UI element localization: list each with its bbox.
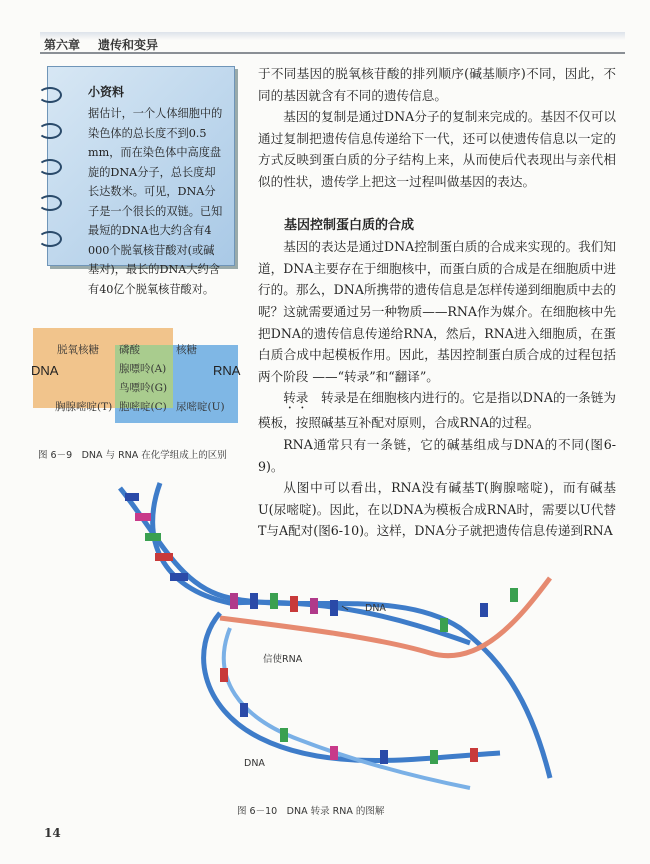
paragraph: 基因的表达是通过DNA控制蛋白质的合成来实现的。我们知道，DNA主要存在于细胞核中，而蛋白质的合成是在细胞质中进行的。那么，DNA所携带的遗传信息是怎样传递到细胞质中去的呢？这就需要通过另一种物质——RNA作为媒介。在细胞核中先把DNA的遗传信息传递给RNA，然后，RNA进入细胞质，在蛋白质合成中起模板作用。因此，基因控制蛋白质合成的过程包括两个阶段 ——“转录”和“翻译”。 — [258, 239, 616, 384]
label-dna-bottom: DNA — [244, 758, 265, 769]
label-dna: DNA — [31, 363, 59, 378]
spiral-ring-icon — [38, 159, 62, 175]
figure-6-9-caption: 图 6－9 DNA 与 RNA 在化学组成上的区别 — [38, 450, 227, 461]
label-uracil: 尿嘧啶(U) — [176, 401, 225, 413]
spiral-ring-icon — [38, 231, 62, 247]
info-note-box — [47, 66, 235, 296]
figure-6-9-venn — [31, 328, 241, 416]
label-dna-top: DNA — [365, 603, 386, 614]
term-transcription: 转录 — [283, 390, 309, 406]
label-cytosine: 胞嘧啶(C) — [119, 401, 167, 413]
label-thymine: 胸腺嘧啶(T) — [55, 401, 113, 413]
figure-6-10-transcription-diagram — [100, 478, 560, 798]
paragraph: RNA通常只有一条链，它的碱基组成与DNA的不同(图6-9)。 — [258, 436, 616, 474]
paragraph: 基因的复制是通过DNA分子的复制来完成的。基因不仅可以通过复制把遗传信息传递给下一代，还可以使遗传信息以一定的方式反映到蛋白质的分子结构上来，从而使后代表现出与亲代相似的性状，遗传学上把这一过程叫做基因的表达。 — [258, 109, 616, 189]
note-body: 据估计，一个人体细胞中的染色体的总长度不到0.5 mm，而在染色体中高度盘旋的DNA分子，总长度却长达数米。可见，DNA分子是一个很长的双链。已知最短的DNA也大约含有4 000个脱氧核苷酸对(或碱基对)，最长的DNA大约含有40亿个脱氧核苷酸对。 — [88, 107, 223, 296]
label-rna: RNA — [213, 363, 241, 378]
label-phosphate: 磷酸 — [119, 344, 140, 356]
section-heading: 基因控制蛋白质的合成 — [284, 217, 415, 233]
label-deoxyribose: 脱氧核糖 — [57, 344, 99, 356]
label-messenger-rna: 信使RNA — [263, 654, 303, 665]
dna-strand-2 — [153, 483, 470, 643]
chapter-title: 遗传和变异 — [98, 38, 159, 52]
paragraph: 从图中可以看出，RNA没有碱基T(胸腺嘧啶)，而有碱基U(尿嘧啶)。因此，在以DNA为模板合成RNA时，需要以U代替T与A配对(图6-10)。这样，DNA分子就把遗传信息传递到RNA — [258, 480, 616, 539]
chapter-number: 第六章 — [44, 38, 81, 52]
label-ribose: 核糖 — [176, 344, 197, 356]
spiral-ring-icon — [38, 87, 62, 103]
note-title: 小资料 — [88, 85, 125, 99]
label-adenine: 腺嘌呤(A) — [119, 363, 167, 375]
spiral-ring-icon — [38, 123, 62, 139]
page-number: 14 — [44, 826, 61, 840]
label-guanine: 鸟嘌呤(G) — [119, 382, 168, 394]
paragraph — [258, 387, 616, 434]
spiral-ring-icon — [38, 195, 62, 211]
figure-6-10-caption: 图 6－10 DNA 转录 RNA 的图解 — [237, 806, 385, 817]
paragraph-text: 转录是在细胞核内进行的。它是指以DNA的一条链为模板，按照碱基互补配对原则，合成RNA的过程。 — [258, 390, 616, 431]
main-text-column — [258, 63, 616, 542]
running-header — [40, 32, 625, 54]
paragraph: 于不同基因的脱氧核苷酸的排列顺序(碱基顺序)不同，因此，不同的基因就含有不同的遗传信息。 — [258, 66, 616, 103]
